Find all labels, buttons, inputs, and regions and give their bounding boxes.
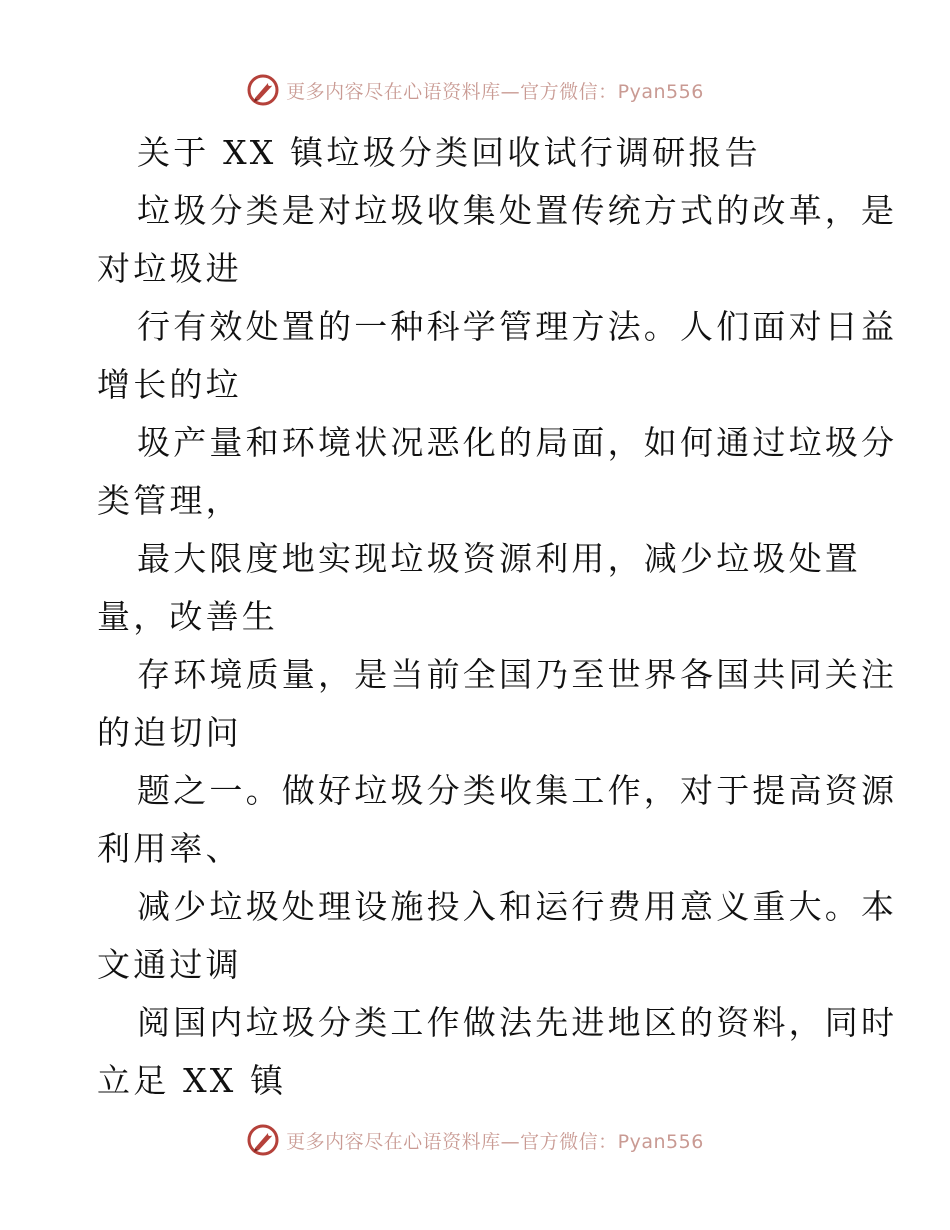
paragraph-line: 存环境质量，是当前全国乃至世界各国共同关注 [137, 655, 898, 694]
paragraph-line: 减少垃圾处理设施投入和运行费用意义重大。本 [137, 887, 898, 926]
footer-watermark-text: 更多内容尽在心语资料库—官方微信：Pyan556 [286, 1130, 704, 1153]
paragraph-line: 题之一。做好垃圾分类收集工作，对于提高资源 [137, 771, 898, 810]
paragraph-line: 的迫切问 [97, 713, 242, 752]
paragraph-line: 量，改善生 [97, 597, 278, 636]
document-title: 关于 XX 镇垃圾分类回收试行调研报告 [137, 133, 761, 172]
document-body [97, 124, 898, 1110]
paragraph-line: 最大限度地实现垃圾资源利用，减少垃圾处置 [137, 539, 861, 578]
paragraph-line: 圾产量和环境状况恶化的局面，如何通过垃圾分 [137, 423, 898, 462]
paragraph-line: 类管理， [97, 481, 242, 520]
paragraph-line: 文通过调 [97, 945, 242, 984]
footer-watermark-banner [0, 1120, 950, 1160]
header-watermark-text: 更多内容尽在心语资料库—官方微信：Pyan556 [286, 80, 704, 103]
header-watermark-banner [0, 70, 950, 110]
pen-logo-icon [246, 1123, 280, 1157]
paragraph-line: 垃圾分类是对垃圾收集处置传统方式的改革，是 [137, 191, 898, 230]
paragraph-line: 利用率、 [97, 829, 242, 868]
paragraph-line: 立足 XX 镇 [97, 1061, 287, 1100]
paragraph-line: 对垃圾进 [97, 249, 242, 288]
pen-logo-icon [246, 73, 280, 107]
paragraph-line: 增长的垃 [97, 365, 242, 404]
paragraph-line: 阅国内垃圾分类工作做法先进地区的资料，同时 [137, 1003, 898, 1042]
paragraph-line: 行有效处置的一种科学管理方法。人们面对日益 [137, 307, 898, 346]
